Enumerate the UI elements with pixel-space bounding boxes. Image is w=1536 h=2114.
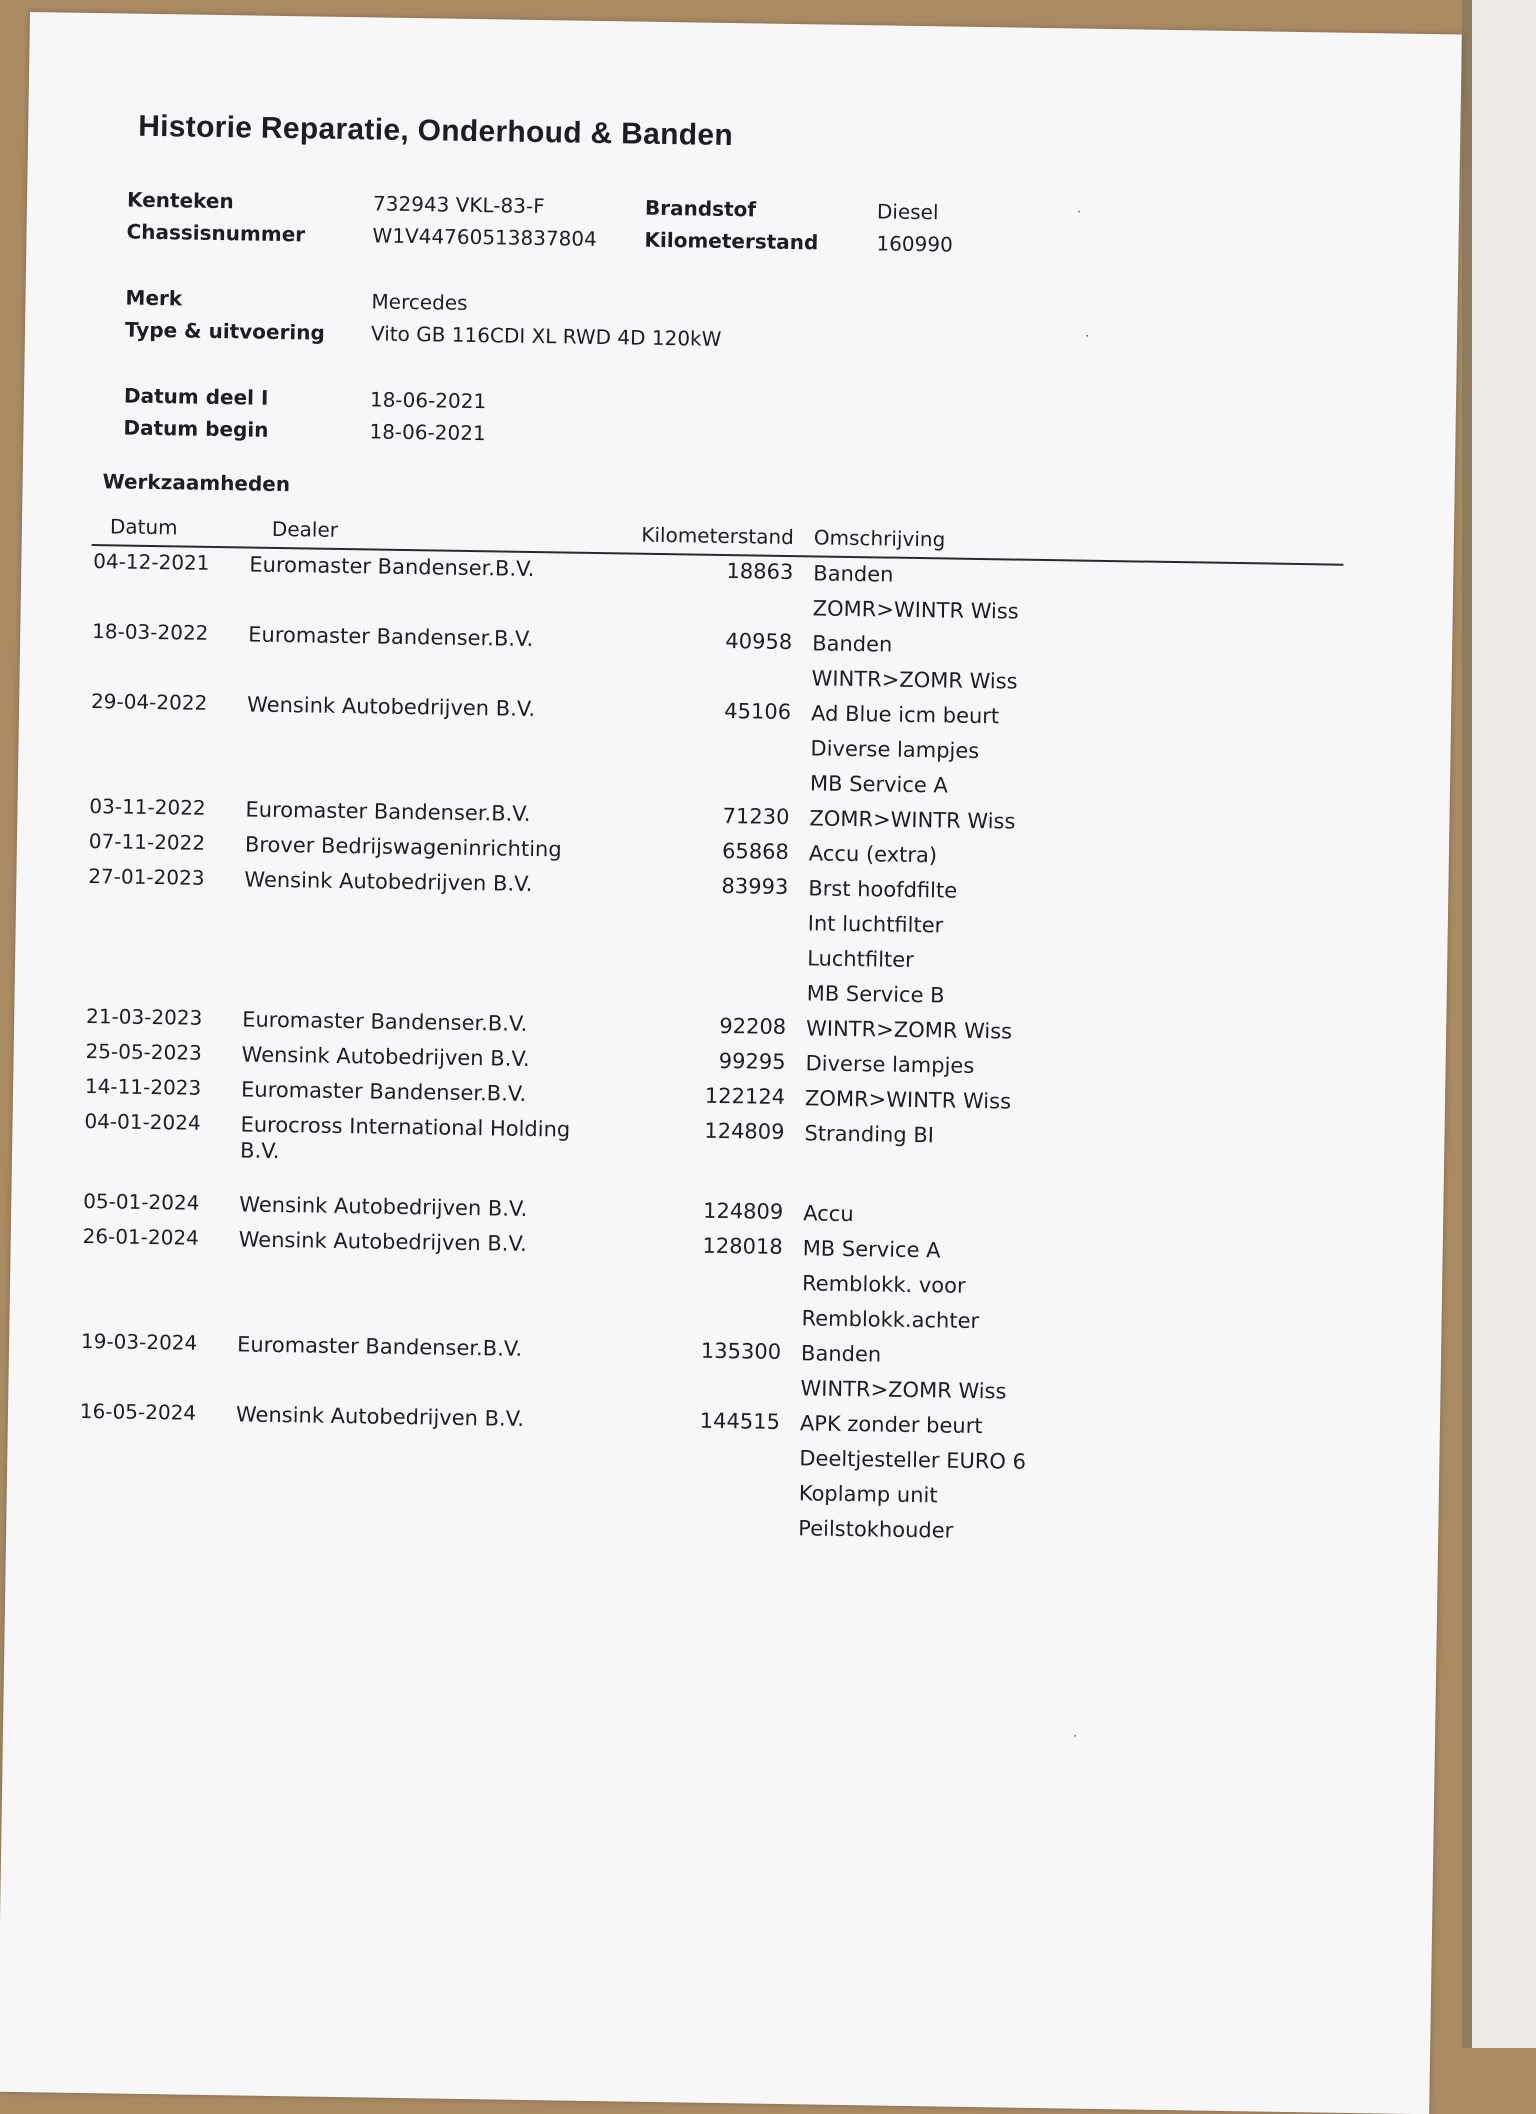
- omschrijving-line: Accu (extra): [808, 841, 938, 868]
- row-dealer: Eurocross International Holding B.V.: [239, 1112, 571, 1164]
- merk-label: Merk: [125, 285, 183, 311]
- row-dealer: Euromaster Bandenser.B.V.: [249, 552, 535, 581]
- omschrijving-line: Brst hoofdfilte: [808, 876, 958, 903]
- row-kilometerstand: 128018: [702, 1233, 783, 1259]
- row-kilometerstand: 18863: [726, 559, 794, 585]
- table-row: [76, 1395, 1330, 1555]
- row-dealer: Euromaster Bandenser.B.V.: [236, 1332, 523, 1361]
- row-omschrijving: [806, 875, 1208, 1017]
- row-dealer: Brover Bedrijswageninrichting: [244, 832, 562, 862]
- omschrijving-line: MB Service B: [806, 981, 945, 1008]
- header-dealer: Dealer: [271, 516, 339, 542]
- row-dealer: Euromaster Bandenser.B.V.: [245, 797, 531, 826]
- row-kilometerstand: 124809: [704, 1118, 785, 1144]
- row-date: 27-01-2023: [88, 864, 205, 890]
- table-row: [88, 685, 1341, 810]
- omschrijving-line: Ad Blue icm beurt: [810, 701, 1000, 729]
- brandstof-label: Brandstof: [644, 195, 757, 222]
- row-kilometerstand: 65868: [721, 838, 790, 865]
- row-kilometerstand: 45106: [724, 698, 792, 725]
- row-date: 26-01-2024: [82, 1223, 200, 1250]
- omschrijving-line: Accu: [803, 1201, 854, 1227]
- werkzaamheden-label: Werkzaamheden: [102, 469, 291, 497]
- row-date: 03-11-2022: [89, 794, 206, 820]
- document-sheet: [0, 12, 1462, 2114]
- chassis-value: W1V44760513837804: [372, 223, 598, 251]
- merk-type-values: [371, 285, 722, 354]
- kenteken-label: Kenteken: [126, 187, 234, 214]
- omschrijving-line: Diverse lampjes: [810, 736, 980, 763]
- row-kilometerstand: 99295: [718, 1048, 786, 1074]
- row-omschrijving: [804, 1120, 1204, 1157]
- merk-type-labels: [125, 282, 326, 349]
- table-row: [79, 1220, 1332, 1345]
- vehicle-info-right: [644, 192, 819, 259]
- omschrijving-line: Banden: [813, 561, 894, 587]
- datum-deel-value: 18-06-2021: [369, 387, 487, 414]
- header-km: Kilometerstand: [641, 522, 795, 550]
- row-date: 19-03-2024: [80, 1328, 198, 1355]
- header-date: Datum: [109, 514, 178, 540]
- row-kilometerstand: 144515: [699, 1408, 781, 1434]
- row-date: 07-11-2022: [88, 829, 206, 855]
- omschrijving-line: ZOMR>WINTR Wiss: [809, 806, 1016, 834]
- omschrijving-line: APK zonder beurt: [799, 1411, 983, 1439]
- speck-mark: ·: [1076, 204, 1082, 221]
- brandstof-value: Diesel: [876, 199, 939, 225]
- omschrijving-line: Koplamp unit: [798, 1481, 938, 1508]
- vehicle-info-right-values: [876, 195, 953, 260]
- row-dealer: Wensink Autobedrijven B.V.: [238, 1227, 527, 1256]
- omschrijving-line: Banden: [811, 631, 893, 657]
- row-date: 25-05-2023: [85, 1039, 202, 1065]
- background-next-page: [1470, 0, 1536, 2048]
- row-dealer: Wensink Autobedrijven B.V.: [241, 1042, 530, 1071]
- background-page-edge: [1462, 0, 1472, 2048]
- row-date: 21-03-2023: [85, 1004, 203, 1030]
- row-dealer: Wensink Autobedrijven B.V.: [235, 1402, 525, 1431]
- row-dealer: Euromaster Bandenser.B.V.: [240, 1077, 527, 1106]
- speck-mark: ·: [1084, 328, 1090, 345]
- kenteken-value: 732943 VKL-83-F: [372, 191, 545, 219]
- row-kilometerstand: 135300: [700, 1338, 782, 1364]
- table-row: [84, 860, 1338, 1020]
- datum-values: [369, 383, 486, 449]
- omschrijving-line: Banden: [800, 1341, 882, 1367]
- row-omschrijving: [801, 1235, 1203, 1342]
- datum-begin-value: 18-06-2021: [369, 419, 486, 446]
- vehicle-info-left: [126, 184, 306, 251]
- row-omschrijving: [812, 560, 1213, 632]
- row-date: 29-04-2022: [90, 689, 208, 715]
- row-date: 05-01-2024: [83, 1188, 200, 1215]
- omschrijving-line: Luchtfilter: [807, 946, 915, 972]
- row-kilometerstand: 122124: [704, 1083, 786, 1109]
- row-date: 04-01-2024: [84, 1108, 201, 1135]
- row-omschrijving: [798, 1410, 1200, 1552]
- type-label: Type & uitvoering: [124, 317, 326, 345]
- omschrijving-line: WINTR>ZOMR Wiss: [800, 1376, 1007, 1404]
- row-date: 14-11-2023: [84, 1073, 202, 1100]
- type-value: Vito GB 116CDI XL RWD 4D 120kW: [370, 321, 722, 351]
- datum-begin-label: Datum begin: [123, 415, 269, 442]
- row-dealer: Euromaster Bandenser.B.V.: [248, 622, 534, 651]
- datum-labels: [123, 380, 269, 446]
- merk-value: Mercedes: [371, 289, 468, 315]
- row-kilometerstand: 92208: [719, 1013, 787, 1040]
- vehicle-info-left-values: [372, 187, 597, 255]
- datum-deel-label: Datum deel I: [123, 383, 269, 410]
- row-dealer: Wensink Autobedrijven B.V.: [244, 867, 533, 896]
- omschrijving-line: WINTR>ZOMR Wiss: [811, 666, 1018, 694]
- row-date: 16-05-2024: [79, 1398, 197, 1425]
- omschrijving-line: Remblokk. voor: [801, 1271, 966, 1298]
- row-kilometerstand: 71230: [722, 803, 790, 830]
- omschrijving-line: Int luchtfilter: [807, 911, 944, 938]
- document-title: Historie Reparatie, Onderhoud & Banden: [137, 109, 734, 153]
- omschrijving-line: Deeltjesteller EURO 6: [799, 1446, 1027, 1474]
- row-date: 04-12-2021: [93, 549, 210, 575]
- header-desc: Omschrijving: [813, 525, 946, 552]
- row-kilometerstand: 40958: [725, 629, 793, 655]
- row-omschrijving: [810, 700, 1212, 807]
- row-dealer: Wensink Autobedrijven B.V.: [239, 1192, 528, 1221]
- omschrijving-line: MB Service A: [802, 1236, 941, 1263]
- row-omschrijving: [800, 1340, 1201, 1412]
- omschrijving-line: WINTR>ZOMR Wiss: [805, 1016, 1013, 1044]
- omschrijving-line: MB Service A: [809, 771, 949, 798]
- omschrijving-line: Diverse lampjes: [805, 1051, 975, 1078]
- chassis-label: Chassisnummer: [126, 219, 306, 247]
- omschrijving-line: ZOMR>WINTR Wiss: [804, 1086, 1012, 1114]
- row-omschrijving: [811, 630, 1212, 702]
- omschrijving-line: ZOMR>WINTR Wiss: [812, 596, 1019, 624]
- omschrijving-line: Remblokk.achter: [801, 1306, 980, 1334]
- row-dealer: Wensink Autobedrijven B.V.: [246, 692, 536, 722]
- km-value: 160990: [876, 231, 954, 257]
- omschrijving-line: Stranding BI: [804, 1121, 935, 1148]
- km-label: Kilometerstand: [644, 227, 819, 255]
- speck-mark: ·: [1072, 1728, 1078, 1745]
- row-kilometerstand: 124809: [702, 1198, 784, 1224]
- row-date: 18-03-2022: [91, 619, 209, 645]
- row-dealer: Euromaster Bandenser.B.V.: [242, 1007, 528, 1036]
- row-kilometerstand: 83993: [721, 873, 789, 900]
- omschrijving-line: Peilstokhouder: [798, 1516, 954, 1543]
- table-body: [76, 545, 1343, 1555]
